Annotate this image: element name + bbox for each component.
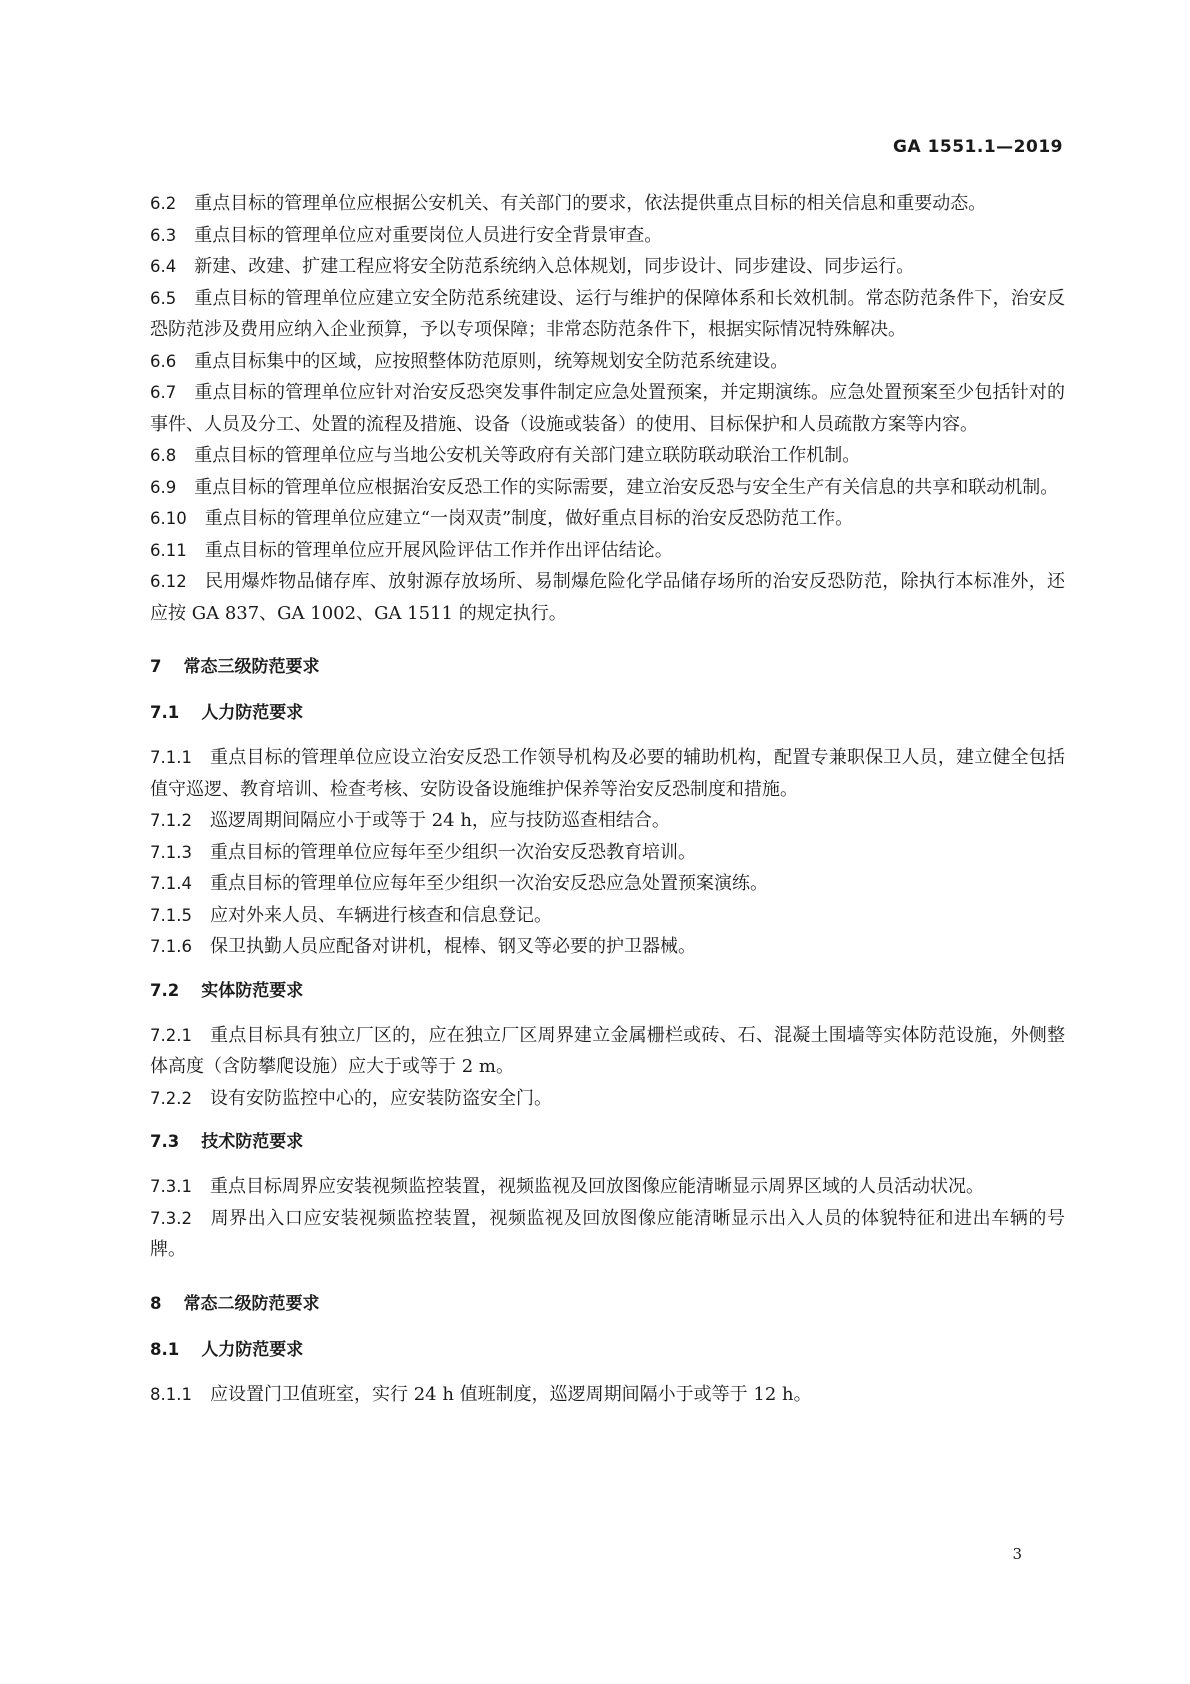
clause-paragraph — [150, 535, 1065, 567]
clause-number: 7.1.1 — [150, 748, 192, 767]
clause-paragraph — [150, 1083, 1065, 1115]
clause-text: 应对外来人员、车辆进行核查和信息登记。 — [209, 904, 552, 926]
clause-number: 7.3.1 — [150, 1177, 192, 1196]
clause-text: 重点目标的管理单位应开展风险评估工作并作出评估结论。 — [204, 539, 673, 561]
clause-text: 保卫执勤人员应配备对讲机，棍棒、钢叉等必要的护卫器械。 — [209, 936, 696, 957]
clause-number: 7 — [150, 657, 162, 676]
clause-number: 6.11 — [150, 540, 187, 560]
clause-paragraph — [150, 1203, 1065, 1266]
clause-text: 设有安防监控中心的，应安装防盗安全门。 — [209, 1087, 552, 1109]
clause-text: 重点目标集中的区域，应按照整体防范原则，统筹规划安全防范系统建设。 — [194, 350, 789, 372]
clause-paragraph — [150, 1171, 1065, 1203]
section-heading — [150, 1288, 1065, 1320]
clause-text: 重点目标的管理单位应根据公安机关、有关部门的要求，依法提供重点目标的相关信息和重要动态。 — [194, 193, 987, 214]
subsection-heading — [150, 975, 1065, 1007]
clause-number: 8.1.1 — [150, 1384, 192, 1404]
clause-paragraph — [150, 566, 1065, 629]
heading-text: 人力防范要求 — [201, 703, 304, 723]
clause-paragraph — [150, 188, 1065, 220]
clause-number: 7.2.1 — [150, 1025, 192, 1045]
clause-number: 6.8 — [150, 446, 177, 465]
clause-number: 7.1.5 — [150, 905, 192, 925]
clause-text: 新建、改建、扩建工程应将安全防范系统纳入总体规划，同步设计、同步建设、同步运行。 — [194, 256, 915, 277]
clause-text: 重点目标的管理单位应针对治安反恐突发事件制定应急处置预案，并定期演练。应急处置预案至少包括针对的事件、人员及分工、处置的流程及措施、设备（设施或装备）的使用、目标保护和人员疏散方案等内容。 — [150, 382, 1065, 435]
document-body — [150, 188, 1065, 1410]
clause-paragraph — [150, 837, 1065, 869]
clause-text: 重点目标的管理单位应根据治安反恐工作的实际需要，建立治安反恐与安全生产有关信息的共享和联动机制。 — [194, 476, 1059, 498]
clause-paragraph — [150, 377, 1065, 440]
heading-text: 实体防范要求 — [201, 980, 304, 1001]
clause-number: 7.1.3 — [150, 842, 192, 862]
subsection-heading — [150, 1126, 1065, 1158]
clause-paragraph — [150, 931, 1065, 963]
clause-number: 6.7 — [150, 383, 177, 402]
clause-number: 6.10 — [150, 509, 187, 528]
heading-text: 人力防范要求 — [201, 1339, 304, 1360]
clause-number: 7.1.2 — [150, 811, 192, 830]
clause-text: 巡逻周期间隔应小于或等于 24 h，应与技防巡查相结合。 — [209, 810, 670, 831]
clause-number: 6.12 — [150, 572, 187, 591]
clause-paragraph — [150, 251, 1065, 283]
heading-text: 常态三级防范要求 — [183, 657, 320, 677]
section-heading — [150, 651, 1065, 683]
clause-text: 重点目标的管理单位应建立“一岗双责”制度，做好重点目标的治安反恐防范工作。 — [204, 508, 854, 529]
clause-text: 民用爆炸物品储存库、放射源存放场所、易制爆危险化学品储存场所的治安反恐防范，除执行本标准外，还应按 GA 837、GA 1002、GA 1511 的规定执行。 — [150, 571, 1065, 624]
page-number: 3 — [1012, 1545, 1022, 1563]
clause-text: 重点目标的管理单位应对重要岗位人员进行安全背景审查。 — [194, 224, 663, 246]
clause-text: 应设置门卫值班室，实行 24 h 值班制度，巡逻周期间隔小于或等于 12 h。 — [209, 1383, 812, 1405]
clause-paragraph — [150, 900, 1065, 932]
clause-paragraph — [150, 220, 1065, 252]
clause-text: 重点目标周界应安装视频监控装置，视频监视及回放图像应能清晰显示周界区域的人员活动状况。 — [209, 1176, 984, 1197]
document-code: GA 1551.1—2019 — [893, 137, 1063, 157]
clause-paragraph — [150, 1020, 1065, 1083]
clause-paragraph — [150, 472, 1065, 504]
clause-text: 重点目标的管理单位应每年至少组织一次治安反恐教育培训。 — [209, 841, 696, 863]
clause-number: 7.1 — [150, 703, 180, 722]
clause-text: 周界出入口应安装视频监控装置，视频监视及回放图像应能清晰显示出入人员的体貌特征和进出车辆的号牌。 — [150, 1207, 1065, 1260]
subsection-heading — [150, 1334, 1065, 1366]
clause-number: 6.3 — [150, 225, 177, 245]
clause-text: 重点目标的管理单位应每年至少组织一次治安反恐应急处置预案演练。 — [209, 873, 768, 894]
clause-number: 6.4 — [150, 257, 177, 276]
clause-text: 重点目标的管理单位应设立治安反恐工作领导机构及必要的辅助机构，配置专兼职保卫人员，建立健全包括值守巡逻、教育培训、检查考核、安防设备设施维护保养等治安反恐制度和措施。 — [150, 747, 1065, 800]
clause-paragraph — [150, 742, 1065, 805]
clause-number: 7.3.2 — [150, 1208, 192, 1228]
clause-paragraph — [150, 805, 1065, 837]
clause-number: 7.1.4 — [150, 874, 192, 893]
clause-paragraph — [150, 503, 1065, 535]
clause-text: 重点目标的管理单位应建立安全防范系统建设、运行与维护的保障体系和长效机制。常态防范条件下，治安反恐防范涉及费用应纳入企业预算，予以专项保障；非常态防范条件下，根据实际情况特殊解决。 — [150, 287, 1065, 340]
clause-number: 6.6 — [150, 351, 177, 371]
subsection-heading — [150, 697, 1065, 729]
clause-number: 7.3 — [150, 1132, 180, 1151]
clause-number: 7.1.6 — [150, 937, 192, 956]
clause-number: 6.2 — [150, 194, 177, 213]
clause-text: 重点目标具有独立厂区的，应在独立厂区周界建立金属栅栏或砖、石、混凝土围墙等实体防范设施，外侧整体高度（含防攀爬设施）应大于或等于 2 m。 — [150, 1024, 1065, 1077]
clause-paragraph — [150, 440, 1065, 472]
clause-number: 6.9 — [150, 477, 177, 497]
clause-paragraph — [150, 868, 1065, 900]
clause-paragraph — [150, 346, 1065, 378]
clause-paragraph — [150, 1379, 1065, 1411]
clause-paragraph — [150, 283, 1065, 346]
heading-text: 技术防范要求 — [201, 1132, 304, 1152]
clause-text: 重点目标的管理单位应与当地公安机关等政府有关部门建立联防联动联治工作机制。 — [194, 445, 861, 466]
clause-number: 8 — [150, 1293, 162, 1313]
clause-number: 7.2 — [150, 980, 180, 1000]
heading-text: 常态二级防范要求 — [183, 1293, 320, 1314]
clause-number: 6.5 — [150, 288, 177, 308]
clause-number: 7.2.2 — [150, 1088, 192, 1108]
clause-number: 8.1 — [150, 1339, 180, 1359]
